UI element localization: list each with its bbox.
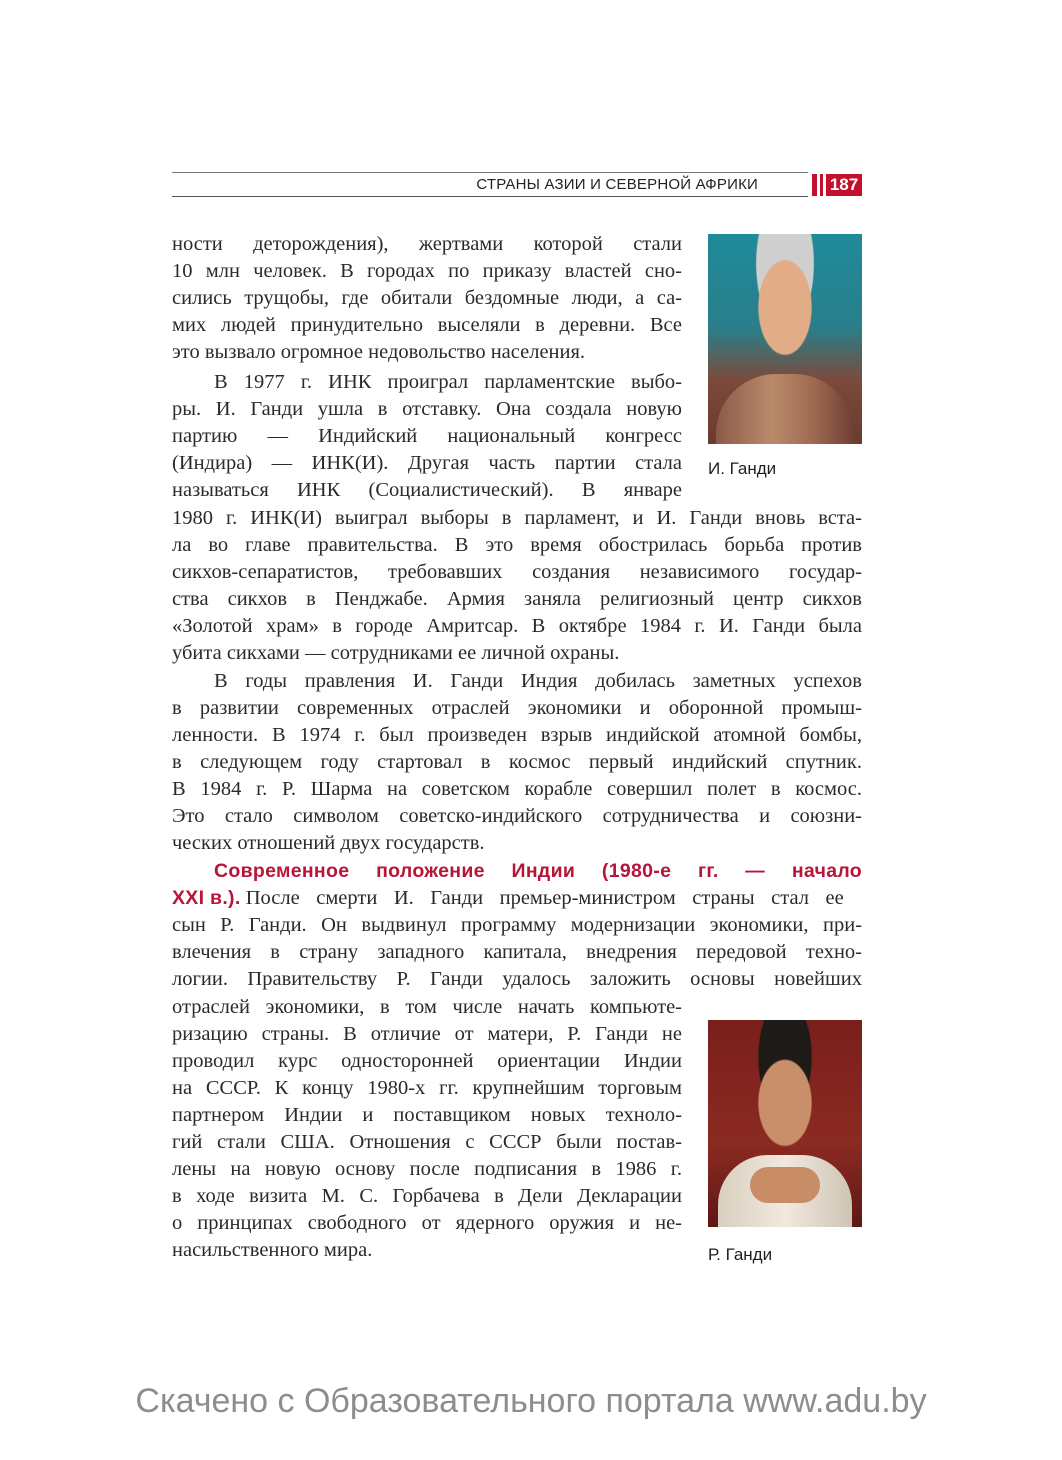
header-rule	[172, 196, 808, 197]
header-top-rule	[172, 172, 808, 173]
text-line: сикхов-сепаратистов, требовавших создания независимого государ-	[172, 561, 862, 583]
text-line: мих людей принудительно выселяли в деревни. Все	[172, 314, 682, 336]
text-line: на СССР. К концу 1980-х гг. крупнейшим торговым	[172, 1077, 682, 1099]
page-number: 187	[826, 174, 862, 196]
text-line: «Золотой храм» в городе Амритсар. В октябре 1984 г. И. Ганди была	[172, 615, 862, 637]
portrait-rajiv-gandhi	[708, 1020, 862, 1227]
text-line: влечения в страну западного капитала, внедрения передовой техно-	[172, 941, 862, 963]
portrait-shoulders	[716, 374, 854, 444]
text-line: ры. И. Ганди ушла в отставку. Она создала новую	[172, 398, 682, 420]
text-line: В годы правления И. Ганди Индия добилась заметных успехов	[214, 670, 862, 692]
page-number-badge	[812, 174, 862, 196]
text-line: 1980 г. ИНК(И) выиграл выборы в парламент, и И. Ганди вновь вста-	[172, 507, 862, 529]
text-line: партнером Индии и поставщиком новых техноло-	[172, 1104, 682, 1126]
text-line: Это стало символом советско-индийского сотрудничества и союзни-	[172, 805, 862, 827]
text-line: лены на новую основу после подписания в 1986 г.	[172, 1158, 682, 1180]
text-line: сились трущобы, где обитали бездомные люди, а са-	[172, 287, 682, 309]
section-heading-end: XXI в.).	[172, 887, 241, 909]
text-line: 10 млн человек. В городах по приказу властей сно-	[172, 260, 682, 282]
text-line: это вызвало огромное недовольство населения.	[172, 341, 586, 363]
text-line: убита сикхами — сотрудниками ее личной охраны.	[172, 642, 620, 664]
text-line: о принципах свободного от ядерного оружия и не-	[172, 1212, 682, 1234]
text-line: в ходе визита М. С. Горбачева в Дели Декларации	[172, 1185, 682, 1207]
text-line: гий стали США. Отношения с СССР были постав-	[172, 1131, 682, 1153]
text-line: ленности. В 1974 г. был произведен взрыв индийской атомной бомбы,	[172, 724, 862, 746]
text-line-continuation: После смерти И. Ганди премьер-министром страны стал ее	[245, 887, 844, 909]
portrait-indira-gandhi	[708, 234, 862, 444]
figure-caption: Р. Ганди	[708, 1245, 773, 1264]
text-line: в следующем году стартовал в космос первый индийский спутник.	[172, 751, 862, 773]
text-line: логии. Правительству Р. Ганди удалось заложить основы новейших	[172, 968, 862, 990]
portrait-hands	[750, 1167, 820, 1203]
text-line: ности деторождения), жертвами которой стали	[172, 233, 682, 255]
text-line: сын Р. Ганди. Он выдвинул программу модернизации экономики, при-	[172, 914, 862, 936]
text-line: ла во главе правительства. В это время обострилась борьба против	[172, 534, 862, 556]
text-line: партию — Индийский национальный конгресс	[172, 425, 682, 447]
figure-caption: И. Ганди	[708, 459, 777, 478]
text-line	[172, 885, 862, 912]
text-line: называться ИНК (Социалистический). В январе	[172, 479, 682, 501]
page-number-bar	[820, 174, 823, 196]
section-heading: Современное положение Индии (1980-е гг. — начало	[214, 860, 862, 882]
running-title: СТРАНЫ АЗИИ И СЕВЕРНОЙ АФРИКИ	[476, 176, 758, 193]
text-line: ческих отношений двух государств.	[172, 832, 485, 854]
download-watermark: Скачено с Образовательного портала www.adu.by	[135, 1382, 927, 1420]
text-line: (Индира) — ИНК(И). Другая часть партии стала	[172, 452, 682, 474]
text-line: В 1977 г. ИНК проиграл парламентские выбо-	[214, 371, 682, 393]
text-line: проводил курс односторонней ориентации Индии	[172, 1050, 682, 1072]
text-line: В 1984 г. Р. Шарма на советском корабле совершил полет в космос.	[172, 778, 862, 800]
text-line: насильственного мира.	[172, 1239, 373, 1261]
text-line: ризацию страны. В отличие от матери, Р. Ганди не	[172, 1023, 682, 1045]
text-line: отраслей экономики, в том числе начать компьюте-	[172, 996, 682, 1018]
text-line: в развитии современных отраслей экономики и оборонной промыш-	[172, 697, 862, 719]
page-number-bar	[812, 174, 817, 196]
text-line: ства сикхов в Пенджабе. Армия заняла религиозный центр сикхов	[172, 588, 862, 610]
